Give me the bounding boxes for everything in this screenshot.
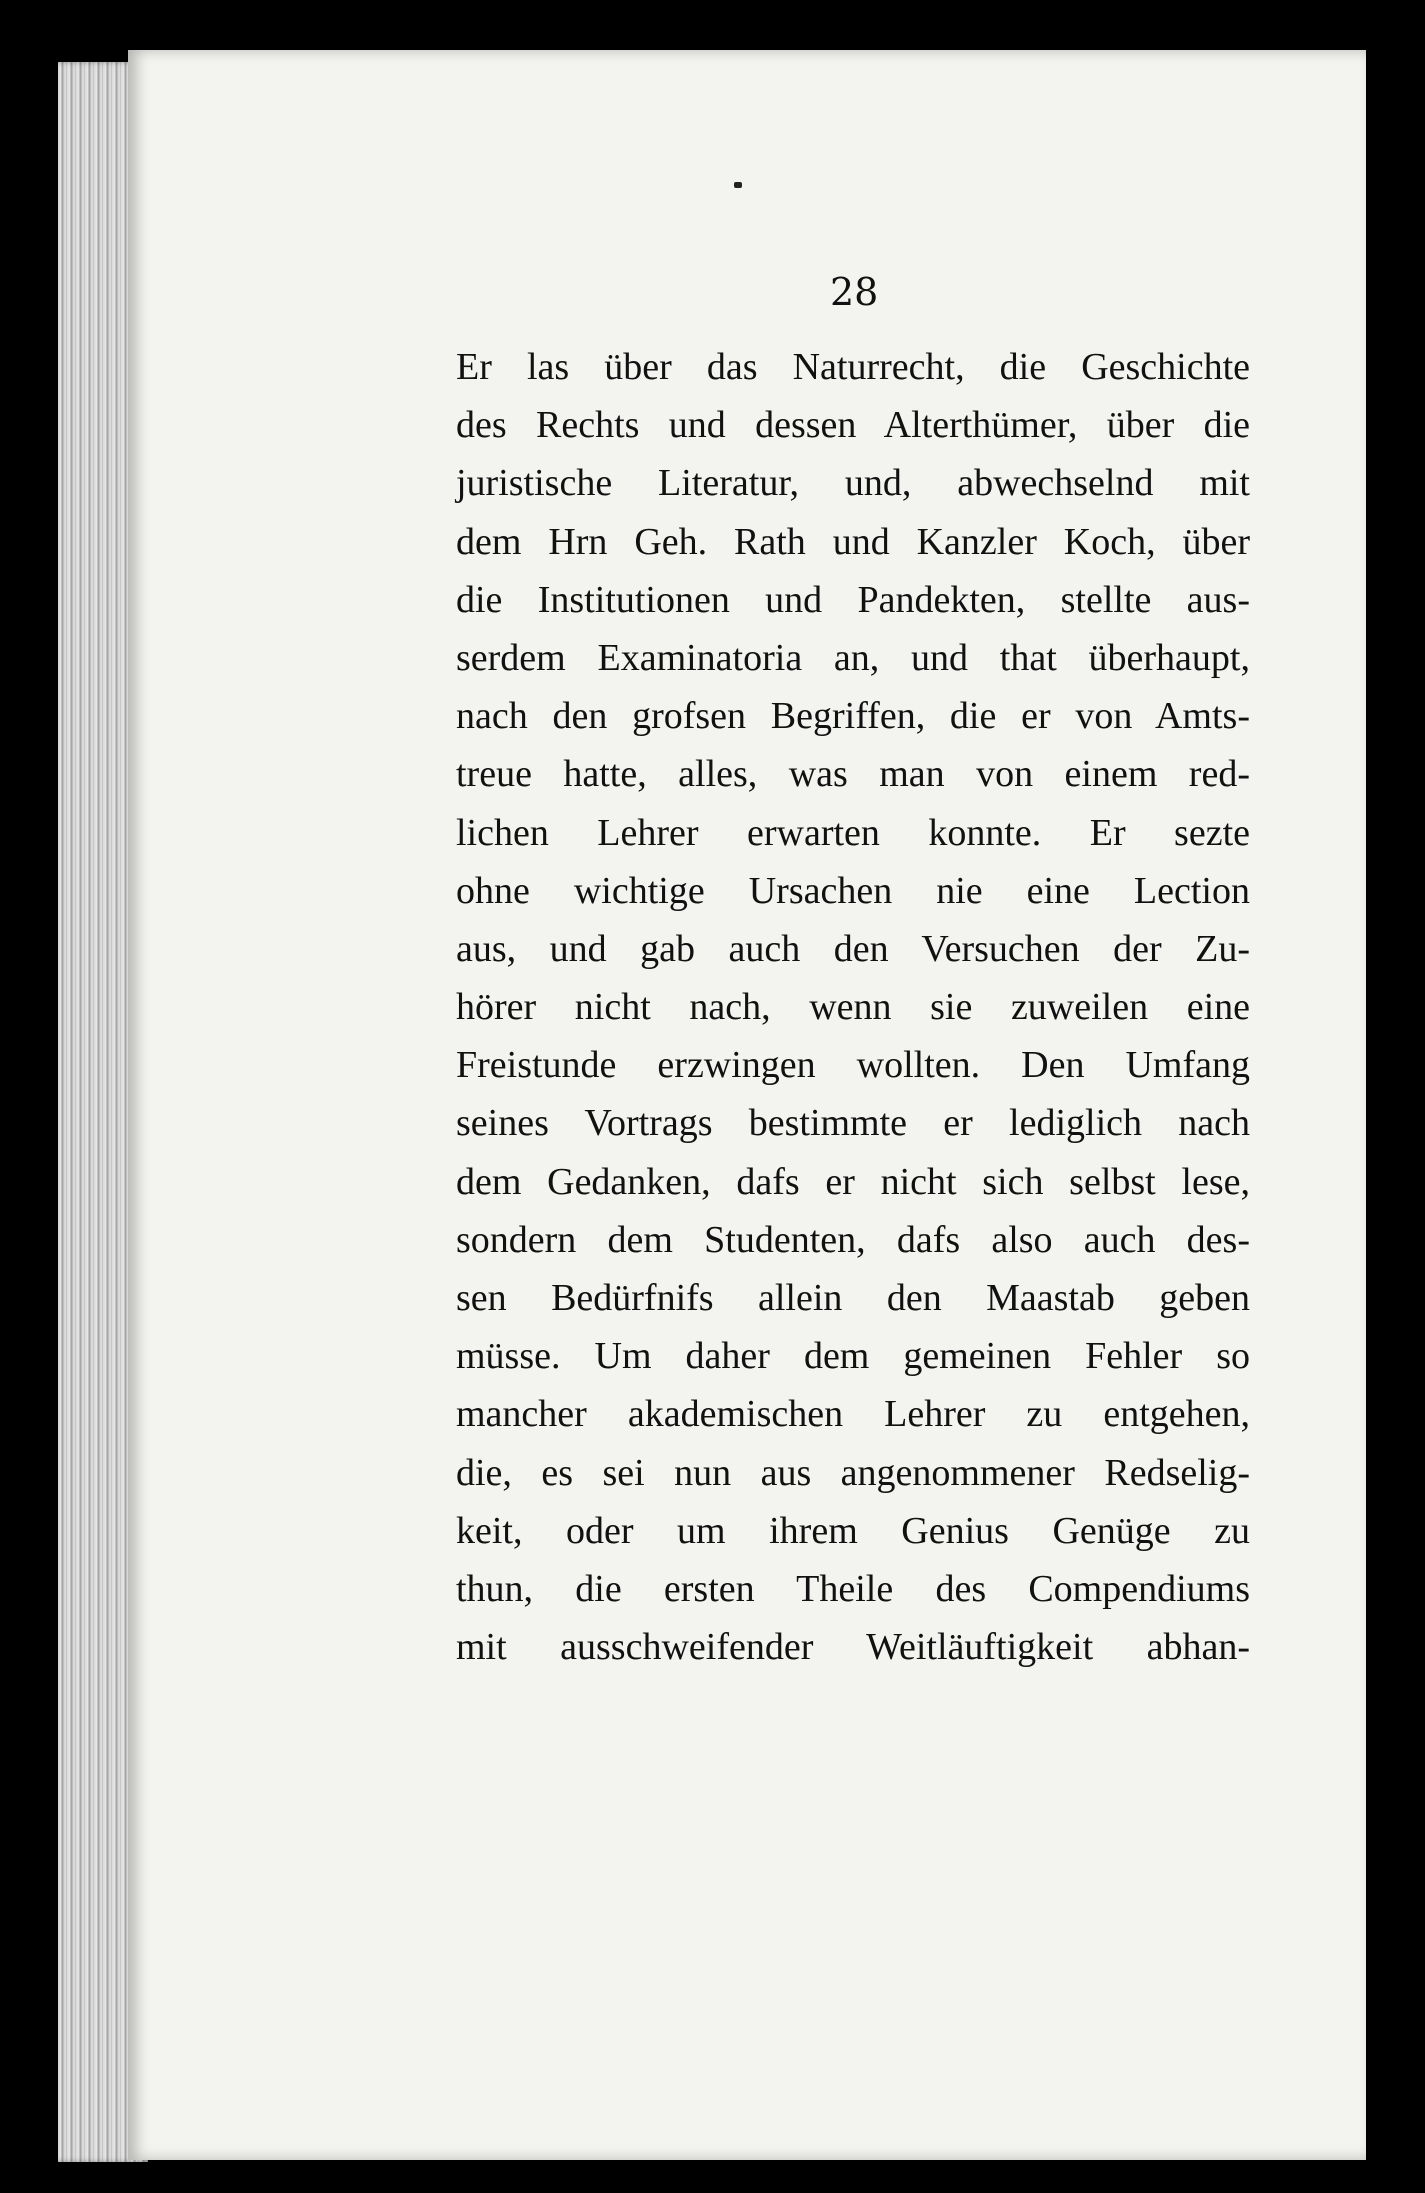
text-line: dem Hrn Geh. Rath und Kanzler Koch, über [456,520,1250,563]
text-line: mancher akademischen Lehrer zu entgehen, [456,1393,1250,1436]
text-line: treue hatte, alles, was man von einem red- [456,753,1250,796]
text-line: dem Gedanken, dafs er nicht sich selbst lese, [456,1160,1250,1203]
text-line: die, es sei nun aus angenommener Redselig- [456,1451,1250,1494]
speck-mark [734,182,742,188]
text-line: seines Vortrags bestimmte er lediglich nach [456,1102,1250,1145]
text-line: aus, und gab auch den Versuchen der Zu- [456,927,1250,970]
text-line: die Institutionen und Pandekten, stellte aus- [456,578,1250,621]
text-line: keit, oder um ihrem Genius Genüge zu [456,1509,1250,1552]
text-line: sen Bedürfnifs allein den Maastab geben [456,1277,1250,1319]
text-line: lichen Lehrer erwarten konnte. Er sezte [456,811,1250,854]
text-line: sondern dem Studenten, dafs also auch des- [456,1218,1250,1261]
text-line: juristische Literatur, und, abwechselnd mit [456,462,1250,505]
text-line: mit ausschweifender Weitläuftigkeit abhan- [456,1626,1250,1669]
body-text [456,338,1250,1676]
text-line: nach den grofsen Begriffen, die er von Amts- [456,695,1250,738]
page-number: 28 [830,270,879,314]
text-line: des Rechts und dessen Alterthümer, über die [456,404,1250,447]
text-line: müsse. Um daher dem gemeinen Fehler so [456,1335,1250,1378]
text-line: ohne wichtige Ursachen nie eine Lection [456,869,1250,912]
text-line: Er las über das Naturrecht, die Geschichte [456,346,1250,388]
text-line: serdem Examinatoria an, und that überhaupt, [456,636,1250,679]
text-line: Freistunde erzwingen wollten. Den Umfang [456,1044,1250,1087]
text-line: thun, die ersten Theile des Compendiums [456,1567,1250,1610]
text-line: hörer nicht nach, wenn sie zuweilen eine [456,986,1250,1029]
